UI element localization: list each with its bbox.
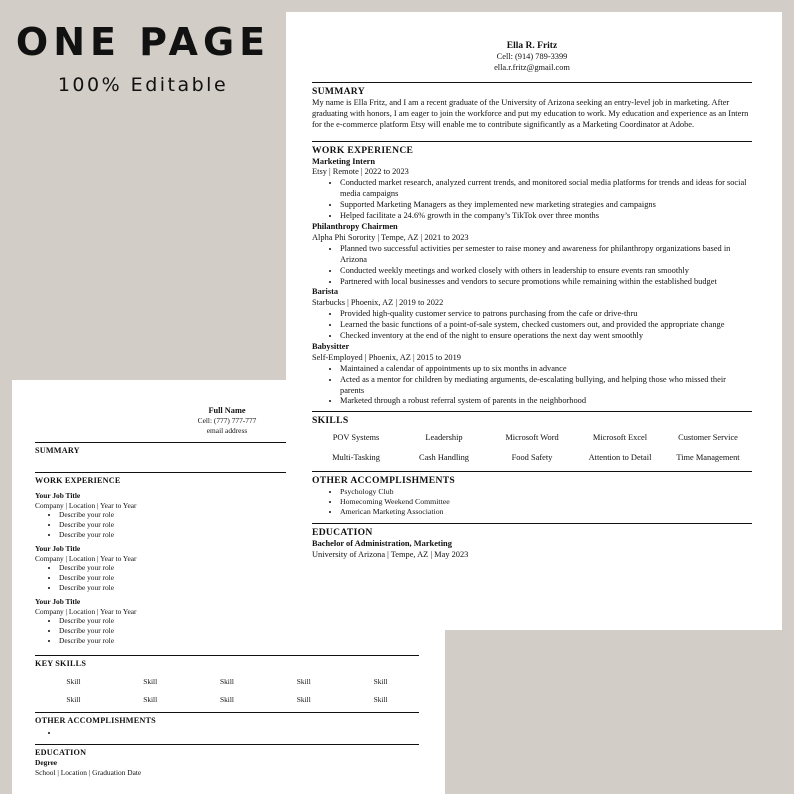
skill-item: Microsoft Word — [505, 433, 559, 443]
list-item: • Maintained a calendar of appointments up to six months in advance — [340, 364, 752, 375]
promo-subline: 100% Editable — [57, 74, 229, 96]
promo-headline: ONE PAGE — [15, 20, 271, 64]
job-bullets — [312, 244, 752, 288]
list-item: • Supported Marketing Managers as they implemented new marketing strategies and campaigns — [340, 200, 752, 211]
list-item: • Conducted market research, analyzed current trends, and monitored social media platforms for trends and ideas for social media campaigns — [340, 178, 752, 200]
skill-item: Time Management — [676, 453, 740, 463]
list-item: • Describe your role — [59, 520, 419, 530]
skill-item: Attention to Detail — [588, 453, 652, 463]
skill-item: Microsoft Excel — [592, 433, 648, 443]
list-item: • Describe your role — [59, 616, 419, 626]
list-item: • Learned the basic functions of a point-of-sale system, checked customers out, and provided the appropriate change — [340, 320, 752, 331]
key-skills-heading: KEY SKILLS — [35, 655, 419, 669]
resume-name: Ella R. Fritz — [506, 41, 558, 51]
job-meta: Alpha Phi Sorority | Tempe, AZ | 2021 to 2023 — [312, 232, 469, 242]
work-experience-heading: WORK EXPERIENCE — [35, 472, 419, 486]
school-line: University of Arizona | Tempe, AZ | May 2023 — [312, 550, 469, 560]
other-accomplishments-list — [312, 487, 752, 517]
summary-text: My name is Ella Fritz, and I am a recent graduate of the University of Arizona seeking an entry-level job in marketing. After graduating with honors, I am eager to join the workforce and put my education to work. My education and experience as an Intern for the e-commerce platform Etsy will enable me to contribute significantly as a Marketing Coordinator at Adobe. — [312, 97, 749, 129]
list-item: • Describe your role — [59, 626, 419, 636]
other-accomplishments-list — [35, 728, 419, 740]
skills-grid — [312, 427, 752, 471]
skill-item: Skill — [143, 694, 158, 704]
resume-phone: Cell: (777) 777-777 — [197, 416, 257, 425]
summary-heading: SUMMARY — [35, 442, 419, 456]
other-accomplishments-heading: OTHER ACCOMPLISHMENTS — [312, 471, 752, 487]
resume-phone: Cell: (914) 789-3399 — [496, 52, 568, 61]
education-heading: EDUCATION — [312, 523, 752, 539]
job-title: Marketing Intern — [312, 156, 376, 166]
list-item: • Provided high-quality customer service to patrons purchasing from the cafe or drive-thru — [340, 309, 752, 320]
list-item: • Conducted weekly meetings and worked closely with others in leadership to ensure events ran smoothly — [340, 266, 752, 277]
job-bullets — [312, 178, 752, 222]
list-item: • Partnered with local businesses and vendors to secure promotions while remaining within the established budget — [340, 277, 752, 288]
job-entry — [312, 287, 752, 342]
other-accomplishments-heading: OTHER ACCOMPLISHMENTS — [35, 712, 419, 726]
key-skills-grid — [35, 669, 419, 712]
resume-name: Full Name — [208, 406, 246, 415]
promo-banner — [0, 18, 286, 96]
job-entry — [312, 342, 752, 407]
work-experience-heading: WORK EXPERIENCE — [312, 141, 752, 157]
list-item: • Planned two successful activities per semester to raise money and awareness for philanthropy organizations based in Arizona — [340, 244, 752, 266]
list-item: • Describe your role — [59, 563, 419, 573]
list-item: • Helped facilitate a 24.6% growth in the company’s TikTok over three months — [340, 211, 752, 222]
skill-item: Leadership — [425, 433, 463, 443]
list-item: • Psychology Club — [340, 487, 752, 497]
job-bullets — [312, 309, 752, 342]
list-item: • Describe your role — [59, 583, 419, 593]
degree: Degree — [35, 758, 58, 768]
skill-item: Cash Handling — [418, 453, 469, 463]
job-meta: Self-Employed | Phoenix, AZ | 2015 to 2019 — [312, 352, 461, 362]
job-title: Philanthropy Chairmen — [312, 221, 398, 231]
list-item: • Checked inventory at the end of the night to ensure operations the next day went smoothly — [340, 331, 752, 342]
skill-item: Food Safety — [511, 453, 553, 463]
list-item: • Acted as a mentor for children by mediating arguments, de-escalating bullying, and helping those who missed their parents — [340, 375, 752, 397]
skill-item: Skill — [66, 694, 81, 704]
job-bullets — [312, 364, 752, 408]
skill-item: Customer Service — [678, 433, 738, 443]
list-item: • Marketed through a robust referral system of parents in the neighborhood — [340, 396, 752, 407]
resume-email: email address — [206, 425, 248, 435]
skill-item: Skill — [143, 677, 158, 687]
job-title: Your Job Title — [35, 544, 81, 554]
skill-item: Skill — [220, 677, 234, 687]
skill-item: Skill — [373, 694, 388, 704]
job-title: Your Job Title — [35, 597, 81, 607]
skill-item: Skill — [66, 677, 81, 687]
job-title: Barista — [312, 287, 339, 297]
job-entry — [312, 157, 752, 222]
degree: Bachelor of Administration, Marketing — [312, 539, 452, 549]
example-resume-page — [286, 12, 782, 630]
list-item: • Describe your role — [59, 510, 419, 520]
list-item: • Describe your role — [59, 530, 419, 540]
skill-item: Multi-Tasking — [332, 453, 380, 463]
job-meta: Company | Location | Year to Year — [35, 606, 137, 616]
skill-item: Skill — [373, 677, 388, 687]
work-experience-list — [312, 157, 752, 408]
job-meta: Company | Location | Year to Year — [35, 500, 137, 510]
skill-item: POV Systems — [332, 433, 380, 443]
resume-email: ella.r.fritz@gmail.com — [494, 62, 570, 72]
school-line: School | Location | Graduation Date — [35, 767, 142, 777]
list-item: • Homecoming Weekend Committee — [340, 497, 752, 507]
list-item: • Describe your role — [59, 573, 419, 583]
list-item: • American Marketing Association — [340, 507, 752, 517]
list-item — [59, 728, 419, 738]
resume-header — [312, 40, 752, 74]
list-item: • Describe your role — [59, 636, 419, 646]
summary-heading: SUMMARY — [312, 82, 752, 98]
job-entry — [312, 222, 752, 287]
job-meta: Starbucks | Phoenix, AZ | 2019 to 2022 — [312, 298, 444, 308]
job-title: Your Job Title — [35, 491, 81, 501]
skill-item: Skill — [296, 694, 311, 704]
job-meta: Company | Location | Year to Year — [35, 553, 137, 563]
skill-item: Skill — [296, 677, 311, 687]
education-heading: EDUCATION — [35, 744, 419, 758]
skills-heading: SKILLS — [312, 411, 752, 427]
job-title: Babysitter — [312, 341, 350, 351]
skill-item: Skill — [220, 694, 234, 704]
job-meta: Etsy | Remote | 2022 to 2023 — [312, 167, 409, 177]
